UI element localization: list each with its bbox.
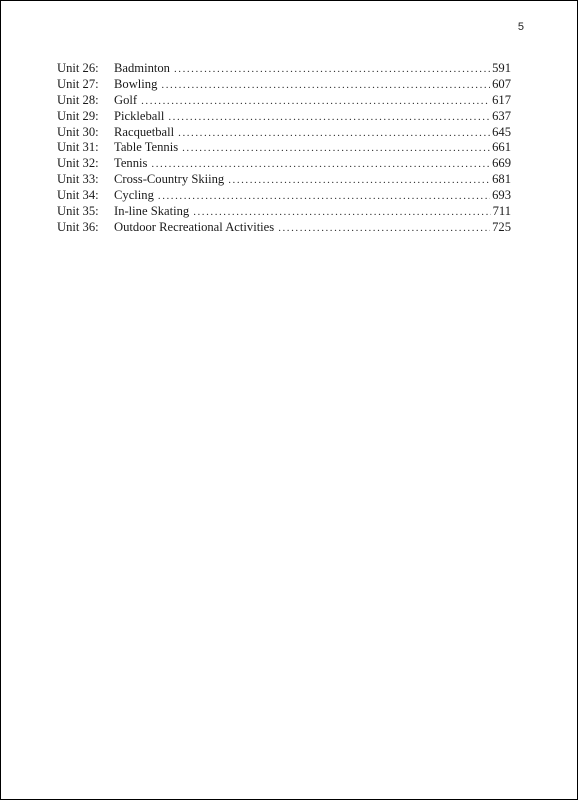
toc-unit-title: Badminton bbox=[114, 61, 170, 75]
toc-unit-number: Unit 32: bbox=[57, 156, 99, 171]
toc-entry bbox=[57, 172, 511, 188]
toc-page-number: 661 bbox=[492, 140, 511, 155]
toc-entry bbox=[57, 61, 511, 77]
toc-page-number: 617 bbox=[492, 92, 511, 107]
toc-unit-number: Unit 31: bbox=[57, 140, 99, 155]
toc-dot-leader bbox=[161, 78, 490, 94]
toc-unit-number: Unit 28: bbox=[57, 92, 99, 107]
toc-page-number: 637 bbox=[492, 108, 511, 123]
toc-entry bbox=[57, 109, 511, 125]
toc-unit-number: Unit 29: bbox=[57, 108, 99, 123]
toc-unit-number: Unit 36: bbox=[57, 219, 99, 234]
toc-unit-title: Outdoor Recreational Activities bbox=[114, 219, 275, 234]
toc-dot-leader bbox=[141, 94, 490, 110]
toc-unit-number: Unit 26: bbox=[57, 61, 99, 75]
toc-unit-title: Bowling bbox=[114, 76, 158, 91]
toc-unit-title: Tennis bbox=[114, 156, 148, 171]
toc-entry bbox=[57, 93, 511, 109]
toc-unit-title: Racquetball bbox=[114, 124, 175, 139]
toc-dot-leader bbox=[158, 189, 490, 205]
page-number: 5 bbox=[517, 21, 524, 33]
toc-entry bbox=[57, 77, 511, 93]
toc-dot-leader bbox=[228, 173, 490, 189]
toc-unit-title: Golf bbox=[114, 92, 138, 107]
toc-unit-number: Unit 35: bbox=[57, 204, 99, 219]
toc-unit-number: Unit 30: bbox=[57, 124, 99, 139]
toc-page-number: 645 bbox=[492, 124, 511, 139]
toc-unit-number: Unit 34: bbox=[57, 188, 99, 203]
toc-unit-title: In-line Skating bbox=[114, 204, 190, 219]
toc-page-number: 669 bbox=[492, 156, 511, 171]
toc-dot-leader bbox=[193, 205, 490, 221]
toc-entry bbox=[57, 125, 511, 141]
toc-page-number: 725 bbox=[492, 219, 511, 234]
toc-entry bbox=[57, 156, 511, 172]
toc-dot-leader bbox=[178, 126, 490, 142]
table-of-contents bbox=[57, 61, 511, 236]
toc-entry bbox=[57, 220, 511, 236]
toc-entry bbox=[57, 204, 511, 220]
toc-dot-leader bbox=[174, 62, 490, 78]
toc-page-number: 591 bbox=[492, 61, 511, 75]
toc-dot-leader bbox=[168, 110, 490, 126]
toc-dot-leader bbox=[182, 141, 490, 157]
toc-unit-number: Unit 27: bbox=[57, 76, 99, 91]
toc-unit-number: Unit 33: bbox=[57, 172, 99, 187]
toc-unit-title: Cross-Country Skiing bbox=[114, 172, 225, 187]
toc-dot-leader bbox=[278, 221, 490, 237]
toc-page-number: 693 bbox=[492, 188, 511, 203]
toc-page-number: 607 bbox=[492, 76, 511, 91]
toc-dot-leader bbox=[151, 157, 490, 173]
toc-page-number: 681 bbox=[492, 172, 511, 187]
toc-unit-title: Cycling bbox=[114, 188, 154, 203]
toc-unit-title: Table Tennis bbox=[114, 140, 179, 155]
toc-entry bbox=[57, 140, 511, 156]
toc-page-number: 711 bbox=[492, 204, 511, 219]
toc-entry bbox=[57, 188, 511, 204]
toc-unit-title: Pickleball bbox=[114, 108, 165, 123]
